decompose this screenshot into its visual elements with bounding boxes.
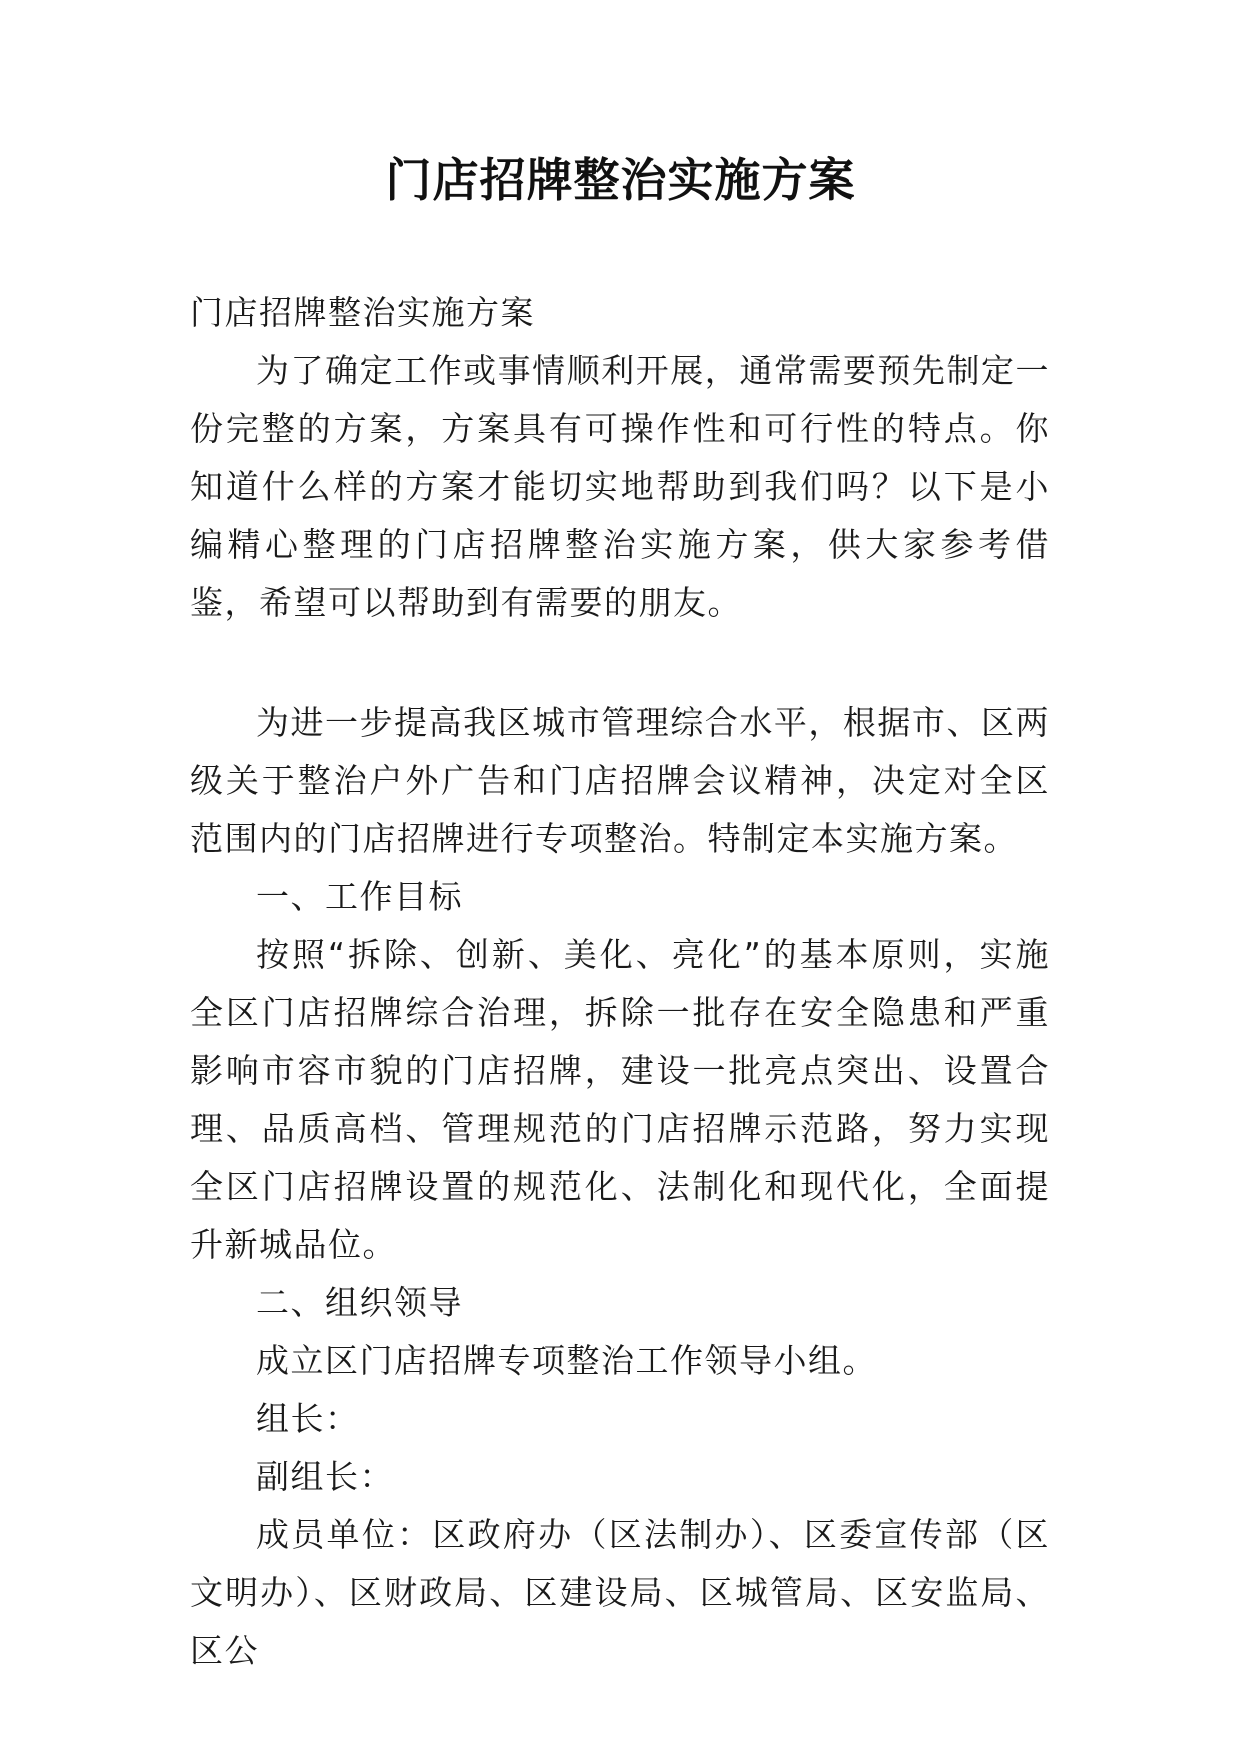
intro-paragraph: 为了确定工作或事情顺利开展，通常需要预先制定一份完整的方案，方案具有可操作性和可行性的特点。你知道什么样的方案才能切实地帮助到我们吗？以下是小编精心整理的门店招牌整治实施方案，供大家参考借鉴，希望可以帮助到有需要的朋友。 <box>190 351 1050 622</box>
document-body <box>190 284 1050 1680</box>
paragraph-spacer <box>190 632 1050 694</box>
section-heading-goals: 一、工作目标 <box>256 877 463 916</box>
leader-line: 组长： <box>256 1399 360 1438</box>
document-title: 门店招牌整治实施方案 <box>385 153 856 207</box>
organization-paragraph: 成立区门店招牌专项整治工作领导小组。 <box>256 1341 877 1380</box>
member-units-paragraph: 成员单位：区政府办（区法制办）、区委宣传部（区文明办）、区财政局、区建设局、区城管局、区安监局、区公 <box>190 1515 1050 1670</box>
goals-paragraph: 按照“拆除、创新、美化、亮化”的基本原则，实施全区门店招牌综合治理，拆除一批存在安全隐患和严重影响市容市貌的门店招牌，建设一批亮点突出、设置合理、品质高档、管理规范的门店招牌示范路，努力实现全区门店招牌设置的规范化、法制化和现代化，全面提升新城品位。 <box>190 935 1050 1264</box>
purpose-paragraph: 为进一步提高我区城市管理综合水平，根据市、区两级关于整治户外广告和门店招牌会议精神，决定对全区范围内的门店招牌进行专项整治。特制定本实施方案。 <box>190 703 1050 858</box>
deputy-leader-line: 副组长： <box>256 1457 394 1496</box>
document-subtitle: 门店招牌整治实施方案 <box>190 293 535 332</box>
section-heading-organization: 二、组织领导 <box>256 1283 463 1322</box>
